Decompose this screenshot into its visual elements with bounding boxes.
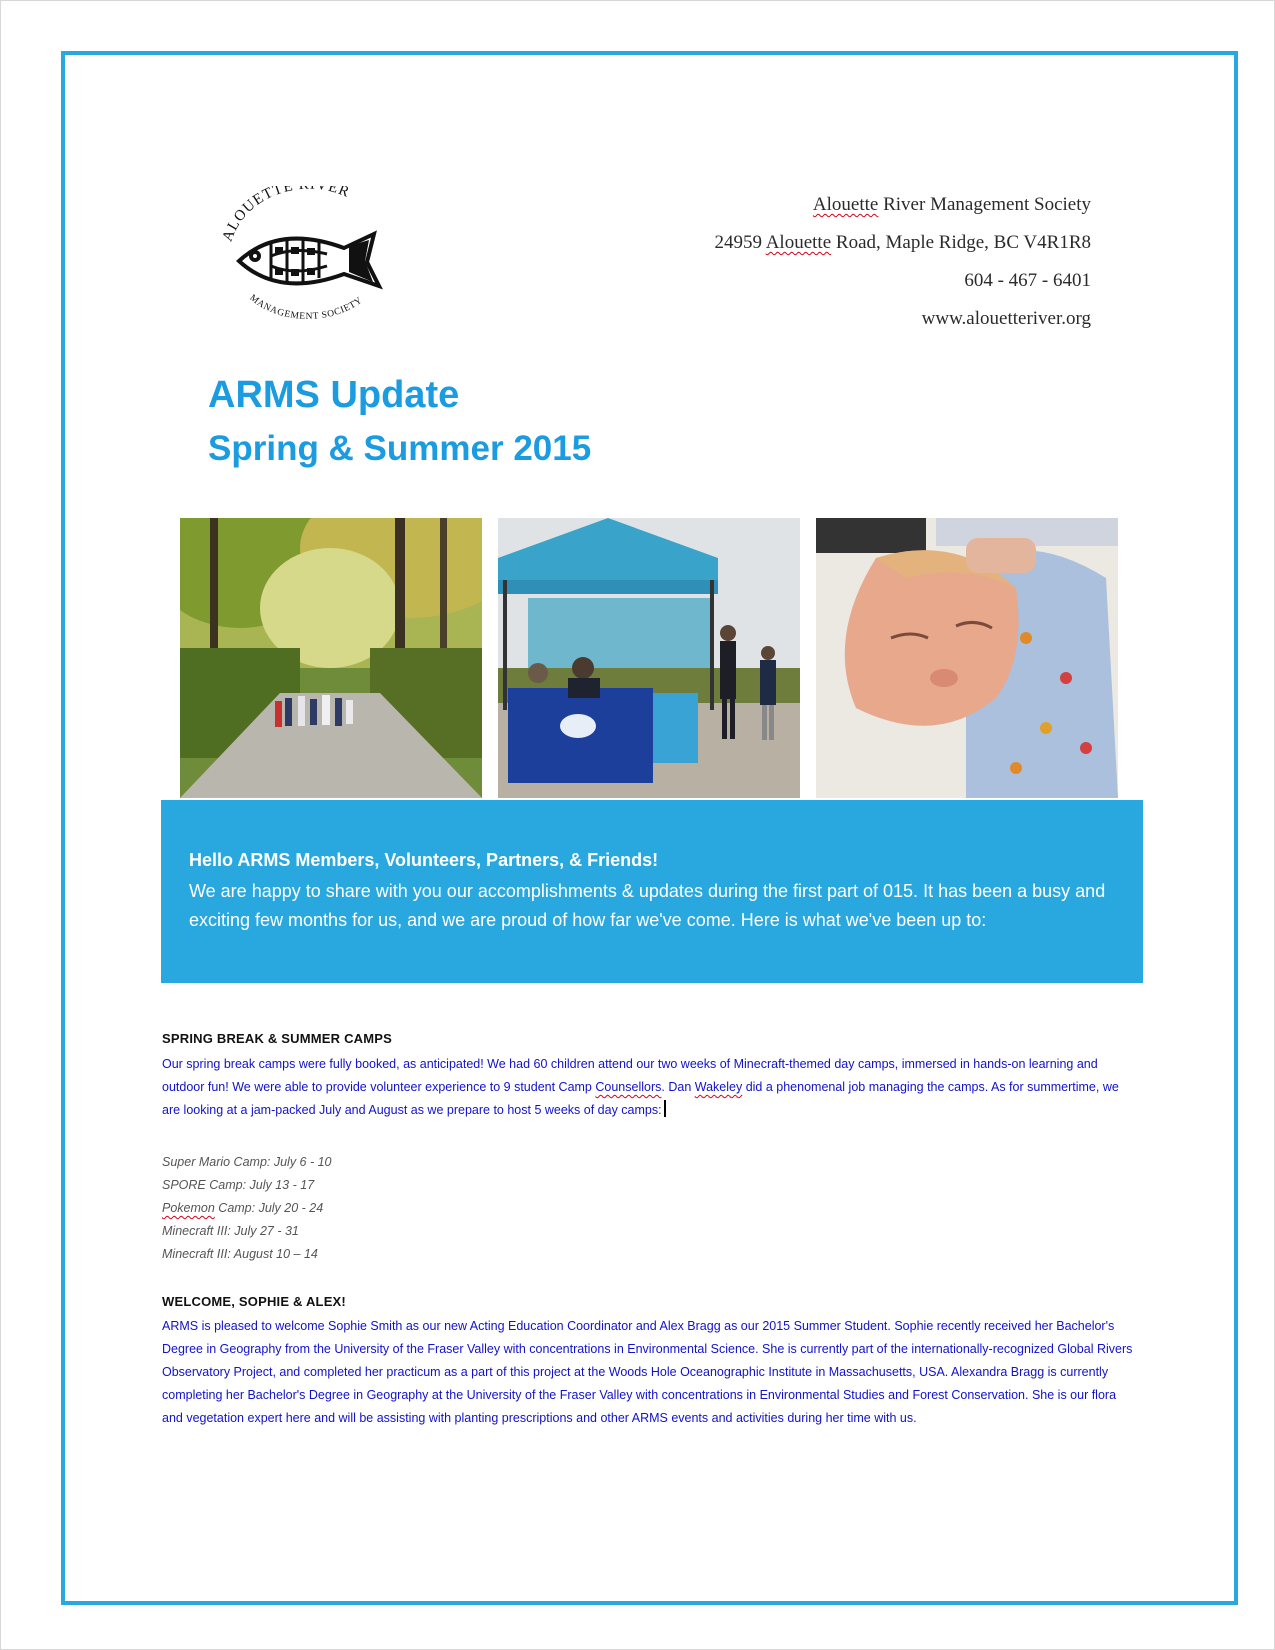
svg-text:ALOUETTE RIVER (220, 186, 353, 244)
camp-item (162, 1220, 332, 1243)
org-website: www.alouetteriver.org (921, 308, 1091, 329)
salmon-icon (239, 234, 379, 286)
org-name-word: Alouette (812, 194, 879, 215)
text-cursor (664, 1100, 666, 1117)
camps-body-text-2: . Dan (661, 1080, 695, 1094)
intro-banner (161, 800, 1143, 983)
camps-heading: SPRING BREAK & SUMMER CAMPS (162, 1031, 393, 1046)
address-street-word: Alouette (765, 232, 832, 253)
arms-logo (209, 186, 409, 336)
welcome-heading: WELCOME, SOPHIE & ALEX! (162, 1294, 346, 1309)
intro-heading: Hello ARMS Members, Volunteers, Partners, & Friends! (189, 850, 659, 870)
camps-body-spell-1: Counsellors (595, 1080, 662, 1094)
org-name-rest: River Management Society (878, 194, 1091, 215)
org-address (531, 231, 1091, 269)
camp-item-spell: Pokemon (162, 1201, 215, 1215)
camp-item (162, 1197, 332, 1220)
intro-text: We are happy to share with you our accomplishments & updates during the first part of 015. It has been a busy and exciting few months for us, and we are proud of how far we've come. Here is what we've been up to: (189, 881, 1106, 930)
address-number: 24959 (714, 232, 766, 253)
outreach-tent-booth-photo (498, 518, 800, 798)
org-phone: 604 - 467 - 6401 (964, 270, 1091, 291)
forest-trail-walk-photo (180, 518, 482, 798)
camp-item-text: Minecraft III: August 10 – 14 (162, 1247, 318, 1261)
camp-item-text: Super Mario Camp: July 6 - 10 (162, 1155, 332, 1169)
camps-body-text-3: did a phenomenal job managing the camps. As for summertime, we are looking at a jam-packed July and August as we prepare to host 5 weeks of day camps: (162, 1080, 1119, 1117)
camp-item-text: Minecraft III: July 27 - 31 (162, 1224, 299, 1238)
logo-text-top: ALOUETTE ER (219, 186, 353, 244)
logo-text-bottom: MANAGEMENT SOCIETY (247, 293, 365, 322)
camp-item (162, 1151, 332, 1174)
camp-item-text: SPORE Camp: July 13 - 17 (162, 1178, 315, 1192)
welcome-body: ARMS is pleased to welcome Sophie Smith as our new Acting Education Coordinator and Alex Bragg as our 2015 Summer Student. Sophie recently received her Bachelor's Degree in Geography from the University of the Fraser Valley with concentrations in Environmental Science. She is currently part of the internationally-recognized Global Rivers Observatory Project, and completed her practicum as a part of this project at the Woods Hole Oceanographic Institute in Massachusetts, USA. Alexandra Bragg is currently completing her Bachelor's Degree in Geography at the University of the Fraser Valley with concentrations in Environmental Studies and Forest Conservation. She is our flora and vegetation expert here and will be assisting with planting prescriptions and other ARMS events and activities during her time with us. (162, 1319, 1133, 1425)
address-rest: Road, Maple Ridge, BC V4R1R8 (831, 232, 1091, 253)
camps-body-text-1: Our spring break camps were fully booked, as anticipated! We had 60 children attend our two weeks of Minecraft-themed day camps, immersed in hands-on learning and outdoor fun! We were able to provide volunteer experience to 9 student Camp (162, 1057, 1098, 1094)
newsletter-title: ARMS Update (208, 374, 460, 416)
org-name (531, 193, 1091, 231)
camps-body-spell-2: Wakeley (694, 1080, 743, 1094)
newborn-baby-photo (816, 518, 1118, 798)
newsletter-subtitle: Spring & Summer 2015 (208, 429, 592, 468)
camps-body (162, 1053, 1137, 1122)
svg-text:MANAGEMENT SOCIETY (247, 293, 364, 322)
camp-schedule-list (162, 1151, 332, 1266)
organization-contact (531, 193, 1091, 345)
camp-item (162, 1174, 332, 1197)
camp-item (162, 1243, 332, 1266)
camp-item-text: Camp: July 20 - 24 (214, 1201, 324, 1215)
